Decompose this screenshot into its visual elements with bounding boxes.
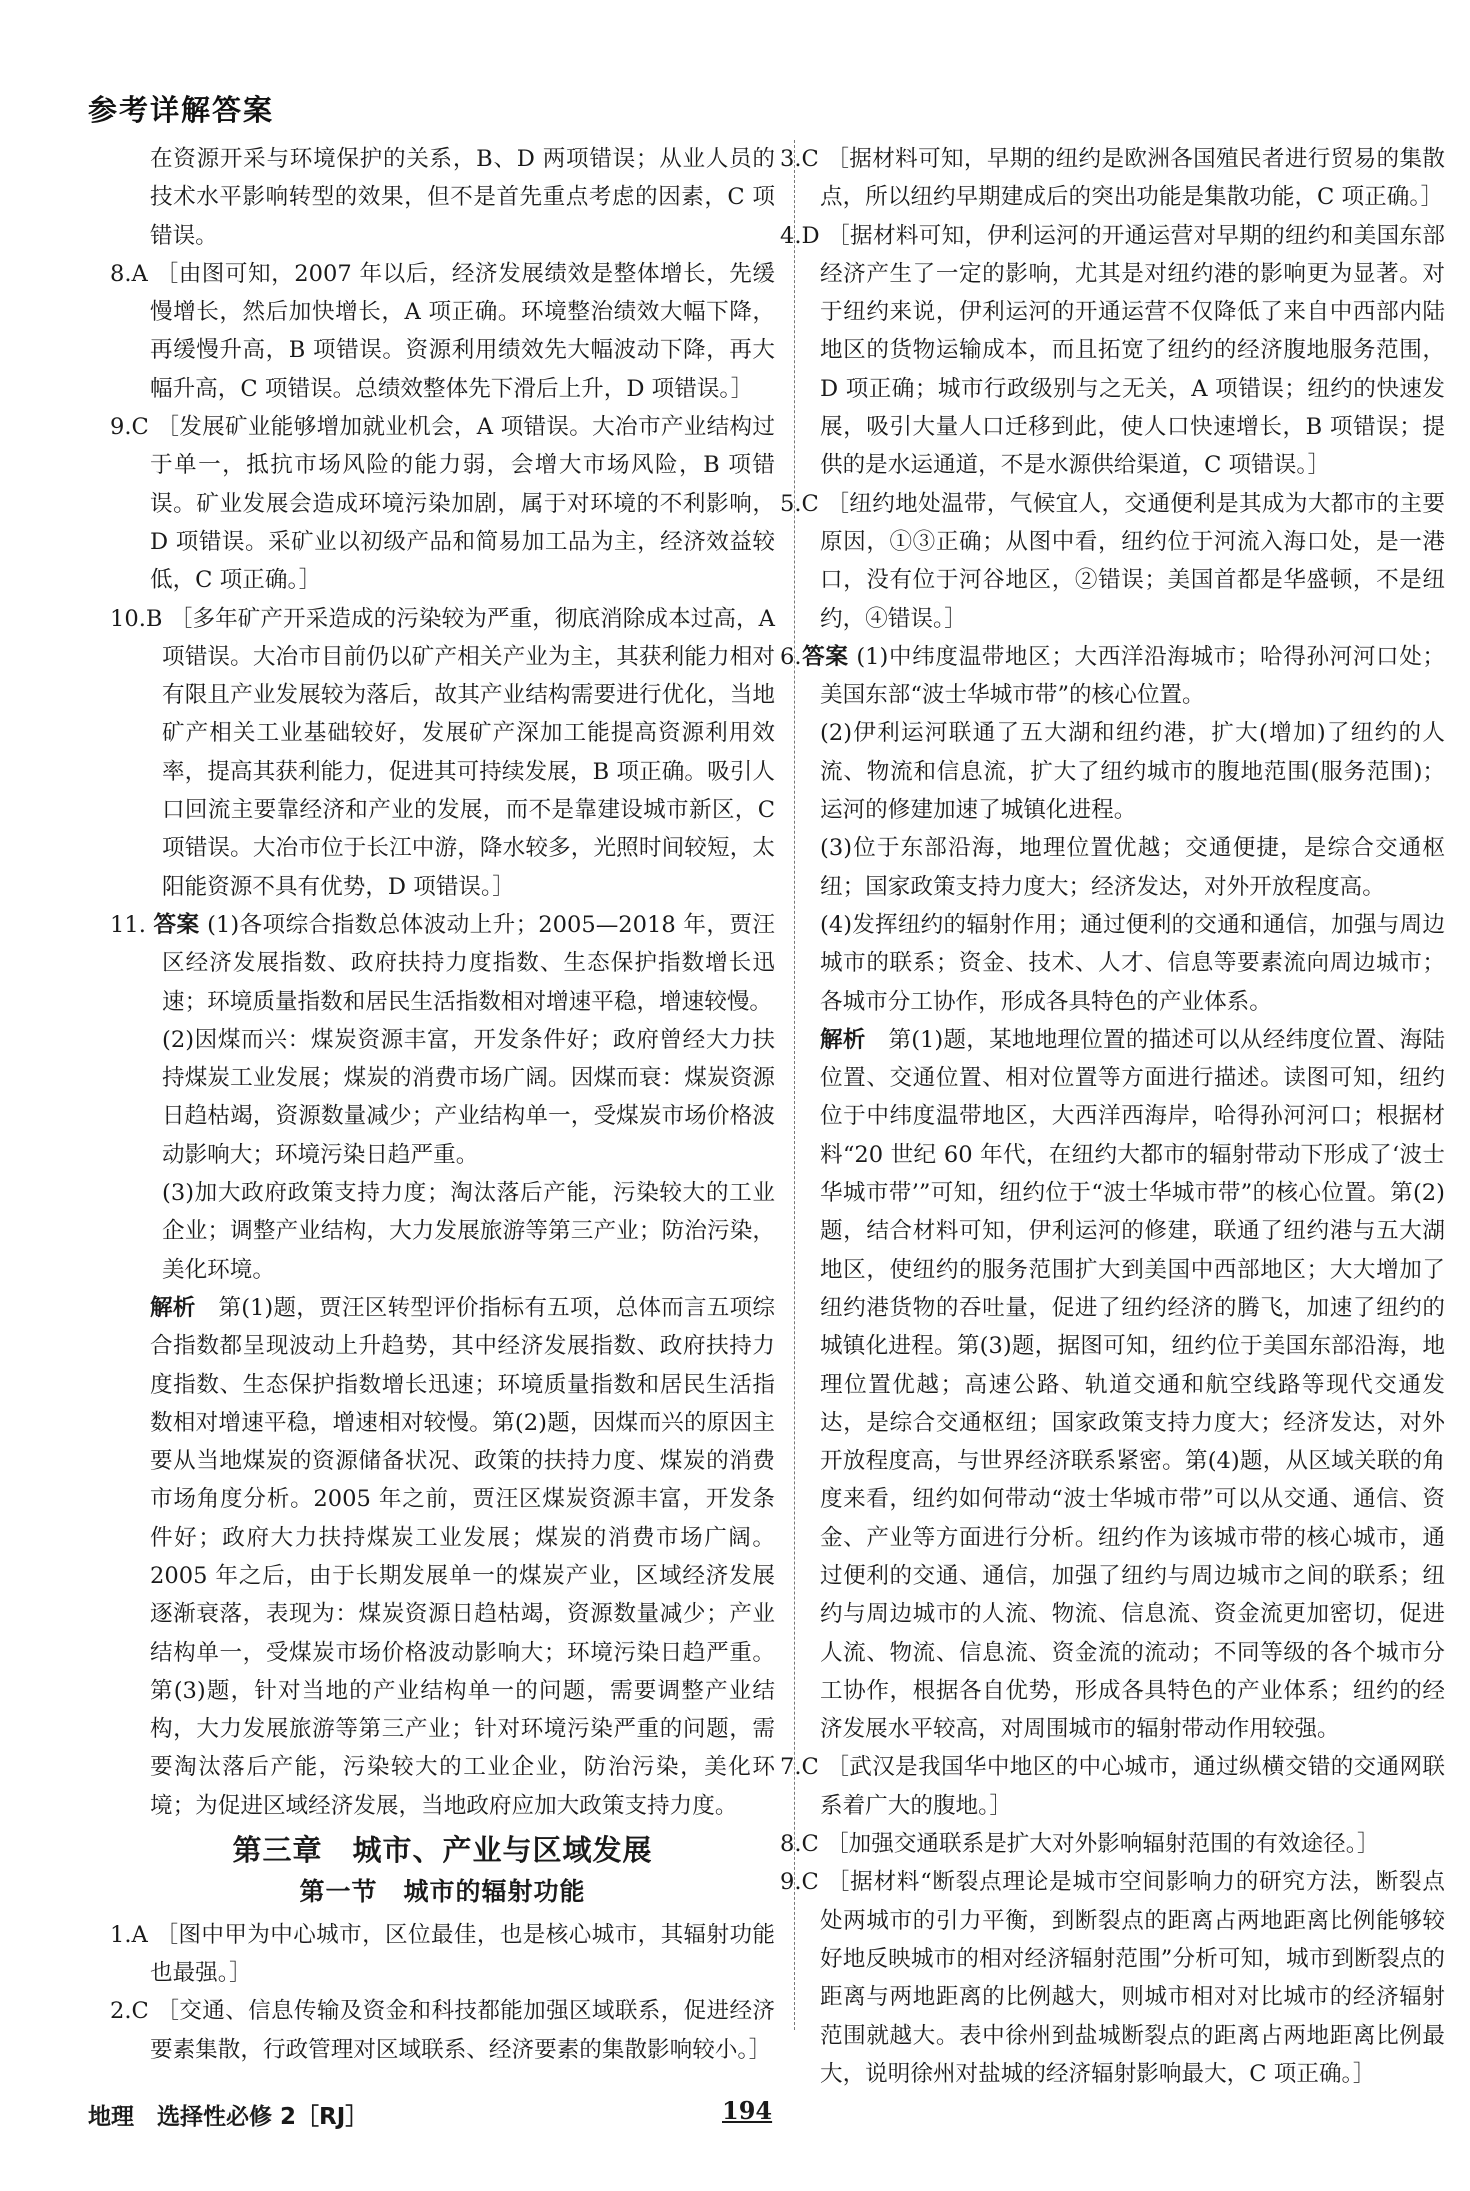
q8-number: 8.A <box>110 260 148 287</box>
s1-number: 1.A <box>110 1921 148 1948</box>
question-3 <box>780 140 1445 217</box>
continuation-text: 在资源开采与环境保护的关系，B、D 两项错误；从业人员的技术水平影响转型的效果，但不是首先重点考虑的因素，C 项错误。 <box>150 146 775 249</box>
s2-number: 2.C <box>110 1998 149 2025</box>
section-title: 第一节 城市的辐射功能 <box>299 1877 586 1907</box>
r8-explanation: ［加强交通联系是扩大对外影响辐射范围的有效途径。］ <box>826 1831 1380 1858</box>
r6-answer-label: 答案 <box>801 643 849 670</box>
r3-explanation: ［据材料可知，早期的纽约是欧洲各国殖民者进行贸易的集散点，所以纽约早期建成后的突出功能是集散功能，C 项正确。］ <box>820 146 1445 211</box>
question-9 <box>110 408 775 599</box>
page-header: 参考详解答案 <box>88 93 275 127</box>
q11-number: 11. <box>110 911 146 938</box>
page-number: 194 <box>722 2096 773 2125</box>
r4-number: 4.D <box>780 222 820 249</box>
q9-number: 9.C <box>110 414 149 441</box>
q11-analysis-label: 解析 <box>150 1294 196 1321</box>
question-9-right <box>780 1863 1445 2093</box>
right-column <box>780 140 1445 2093</box>
q11-answer-2: (2)因煤而兴：煤炭资源丰富，开发条件好；政府曾经大力扶持煤炭工业发展；煤炭的消费市场广阔。因煤而衰：煤炭资源日趋枯竭，资源数量减少；产业结构单一，受煤炭市场价格波动影响大；环境污染日趋严重。 <box>162 1026 775 1168</box>
question-6 <box>780 638 1445 715</box>
question-5 <box>780 485 1445 638</box>
r6-answer-4: (4)发挥纽约的辐射作用；通过便利的交通和通信，加强与周边城市的联系；资金、技术、人才、信息等要素流向周边城市；各城市分工协作，形成各具特色的产业体系。 <box>820 911 1445 1015</box>
q11-analysis-text: 第(1)题，贾汪区转型评价指标有五项，总体而言五项综合指数都呈现波动上升趋势，其中经济发展指数、政府扶持力度指数、生态保护指数增长迅速；环境质量指数和居民生活指数相对增速平稳，增速相对较慢。第(2)题，因煤而兴的原因主要从当地煤炭的资源储备状况、政策的扶持力度、煤炭的消费市场角度分析。2005 年之前，贾汪区煤炭资源丰富，开发条件好；政府大力扶持煤炭工业发展；煤炭的消费市场广阔。2005 年之后，由于长期发展单一的煤炭产业，区域经济发展逐渐衰落，表现为：煤炭资源日趋枯竭，资源数量减少；产业结构单一，受煤炭市场价格波动影响大；环境污染日趋严重。第(3)题，针对当地的产业结构单一的问题，需要调整产业结构，大力发展旅游等第三产业；针对环境污染严重的问题，需要淘汰落后产能，污染较大的工业企业，防治污染，美化环境；为促进区域经济发展，当地政府应加大政策支持力度。 <box>150 1294 776 1819</box>
r5-number: 5.C <box>780 490 819 517</box>
q10-number: 10.B <box>110 605 163 632</box>
s2-explanation: ［交通、信息传输及资金和科技都能加强区域联系，促进经济要素集散，行政管理对区域联系、经济要素的集散影响较小。］ <box>150 1998 775 2063</box>
r5-explanation: ［纽约地处温带，气候宜人，交通便利是其成为大都市的主要原因，①③正确；从图中看，纽约位于河流入海口处，是一港口，没有位于河谷地区，②错误；美国首都是华盛顿，不是纽约，④错误。］ <box>820 490 1445 632</box>
q8-explanation: ［由图可知，2007 年以后，经济发展绩效是整体增长，先缓慢增长，然后加快增长，A 项正确。环境整治绩效大幅下降，再缓慢升高，B 项错误。资源利用绩效先大幅波动下降，再大幅升高，C 项错误。总绩效整体先下滑后上升，D 项错误。］ <box>150 260 775 402</box>
question-10 <box>110 600 775 906</box>
r7-explanation: ［武汉是我国华中地区的中心城市，通过纵横交错的交通网联系着广大的腹地。］ <box>820 1754 1445 1819</box>
question-4 <box>780 217 1445 485</box>
r6-analysis-text: 第(1)题，某地地理位置的描述可以从经纬度位置、海陆位置、交通位置、相对位置等方面进行描述。读图可知，纽约位于中纬度温带地区，大西洋西海岸，哈得孙河河口；根据材料“20 世纪 60 年代，在纽约大都市的辐射带动下形成了‘波士华城市带’”可知，纽约位于“波士华城市带”的核心位置。第(2)题，结合材料可知，伊利运河的修建，联通了纽约港与五大湖地区，使纽约的服务范围扩大到美国中西部地区；大大增加了纽约港货物的吞吐量，促进了纽约经济的腾飞，加速了纽约的城镇化进程。第(3)题，据图可知，纽约位于美国东部沿海，地理位置优越；高速公路、轨道交通和航空线路等现代交通发达，是综合交通枢纽；国家政策支持力度大；经济发达，对外开放程度高，与世界经济联系紧密。第(4)题，从区域关联的角度来看，纽约如何带动“波士华城市带”可以从交通、通信、资金、产业等方面进行分析。纽约作为该城市带的核心城市，通过便利的交通、通信，加强了纽约与周边城市之间的联系；纽约与周边城市的人流、物流、信息流、资金流更加密切，促进人流、物流、信息流、资金流的流动；不同等级的各个城市分工协作，根据各自优势，形成各具特色的产业体系；纽约的经济发展水平较高，对周围城市的辐射带动作用较强。 <box>820 1026 1446 1743</box>
r4-explanation: ［据材料可知，伊利运河的开通运营对早期的纽约和美国东部经济产生了一定的影响，尤其是对纽约港的影响更为显著。对于纽约来说，伊利运河的开通运营不仅降低了来自中西部内陆地区的货物运输成本，而且拓宽了纽约的经济腹地服务范围，D 项正确；城市行政级别与之无关，A 项错误；纽约的快速发展，吸引大量人口迁移到此，使人口快速增长，B 项错误；提供的是水运通道，不是水源供给渠道，C 项错误。］ <box>820 222 1445 479</box>
r6-analysis-label: 解析 <box>820 1026 866 1053</box>
r6-answer-2: (2)伊利运河联通了五大湖和纽约港，扩大(增加)了纽约的人流、物流和信息流，扩大了纽约城市的腹地范围(服务范围)；运河的修建加速了城镇化进程。 <box>820 720 1445 824</box>
r9-number: 9.C <box>780 1869 819 1896</box>
r6-answer-3: (3)位于东部沿海，地理位置优越；交通便捷，是综合交通枢纽；国家政策支持力度大；经济发达，对外开放程度高。 <box>820 835 1445 900</box>
r6-answer-1: (1)中纬度温带地区；大西洋沿海城市；哈得孙河河口处；美国东部“波士华城市带”的核心位置。 <box>820 643 1446 709</box>
question-7 <box>780 1748 1445 1825</box>
question-11 <box>110 906 775 1021</box>
r7-number: 7.C <box>780 1754 819 1781</box>
q11-answer-label: 答案 <box>153 911 200 938</box>
question-8-right <box>780 1825 1445 1863</box>
r6-number: 6. <box>780 643 802 670</box>
q11-analysis <box>110 1289 775 1825</box>
r9-explanation: ［据材料“断裂点理论是城市空间影响力的研究方法，断裂点处两城市的引力平衡，到断裂点的距离占两地距离比例能够较好地反映城市的相对经济辐射范围”分析可知，城市到断裂点的距离与两地距离的比例越大，则城市相对对比城市的经济辐射范围就越大。表中徐州到盐城断裂点的距离占两地距离比例最大，说明徐州对盐城的经济辐射影响最大，C 项正确。］ <box>820 1869 1445 2087</box>
footer-book-title: 地理 选择性必修 2［RJ］ <box>88 2104 369 2130</box>
q10-explanation: ［多年矿产开采造成的污染较为严重，彻底消除成本过高，A 项错误。大冶市目前仍以矿产相关产业为主，其获利能力相对有限且产业发展较为落后，故其产业结构需要进行优化，当地矿产相关工业基础较好，发展矿产深加工能提高资源利用效率，提高其获利能力，促进其可持续发展，B 项正确。吸引人口回流主要靠经济和产业的发展，而不是靠建设城市新区，C 项错误。大冶市位于长江中游，降水较多，光照时间较短，太阳能资源不具有优势，D 项错误。］ <box>162 605 775 900</box>
chapter-title: 第三章 城市、产业与区域发展 <box>232 1833 653 1868</box>
q9-explanation: ［发展矿业能够增加就业机会，A 项错误。大冶市产业结构过于单一，抵抗市场风险的能力弱，会增大市场风险，B 项错误。矿业发展会造成环境污染加剧，属于对环境的不利影响，D 项错误。采矿业以初级产品和简易加工品为主，经济效益较低，C 项正确。］ <box>150 414 775 594</box>
q11-answer-3: (3)加大政府政策支持力度；淘汰落后产能，污染较大的工业企业；调整产业结构，大力发展旅游等第三产业；防治污染，美化环境。 <box>162 1180 775 1283</box>
question-8 <box>110 255 775 408</box>
section-question-2 <box>110 1992 775 2069</box>
section-question-1 <box>110 1916 775 1993</box>
r8-number: 8.C <box>780 1831 819 1858</box>
r3-number: 3.C <box>780 146 819 172</box>
s1-explanation: ［图中甲为中心城市，区位最佳，也是核心城市，其辐射功能也最强。］ <box>150 1921 776 1986</box>
q11-answer-1: (1)各项综合指数总体波动上升；2005—2018 年，贾汪区经济发展指数、政府扶持力度指数、生态保护指数增长迅速；环境质量指数和居民生活指数相对增速平稳，增速较慢。 <box>162 911 775 1015</box>
r6-analysis <box>780 1021 1445 1749</box>
left-column <box>110 140 775 2069</box>
